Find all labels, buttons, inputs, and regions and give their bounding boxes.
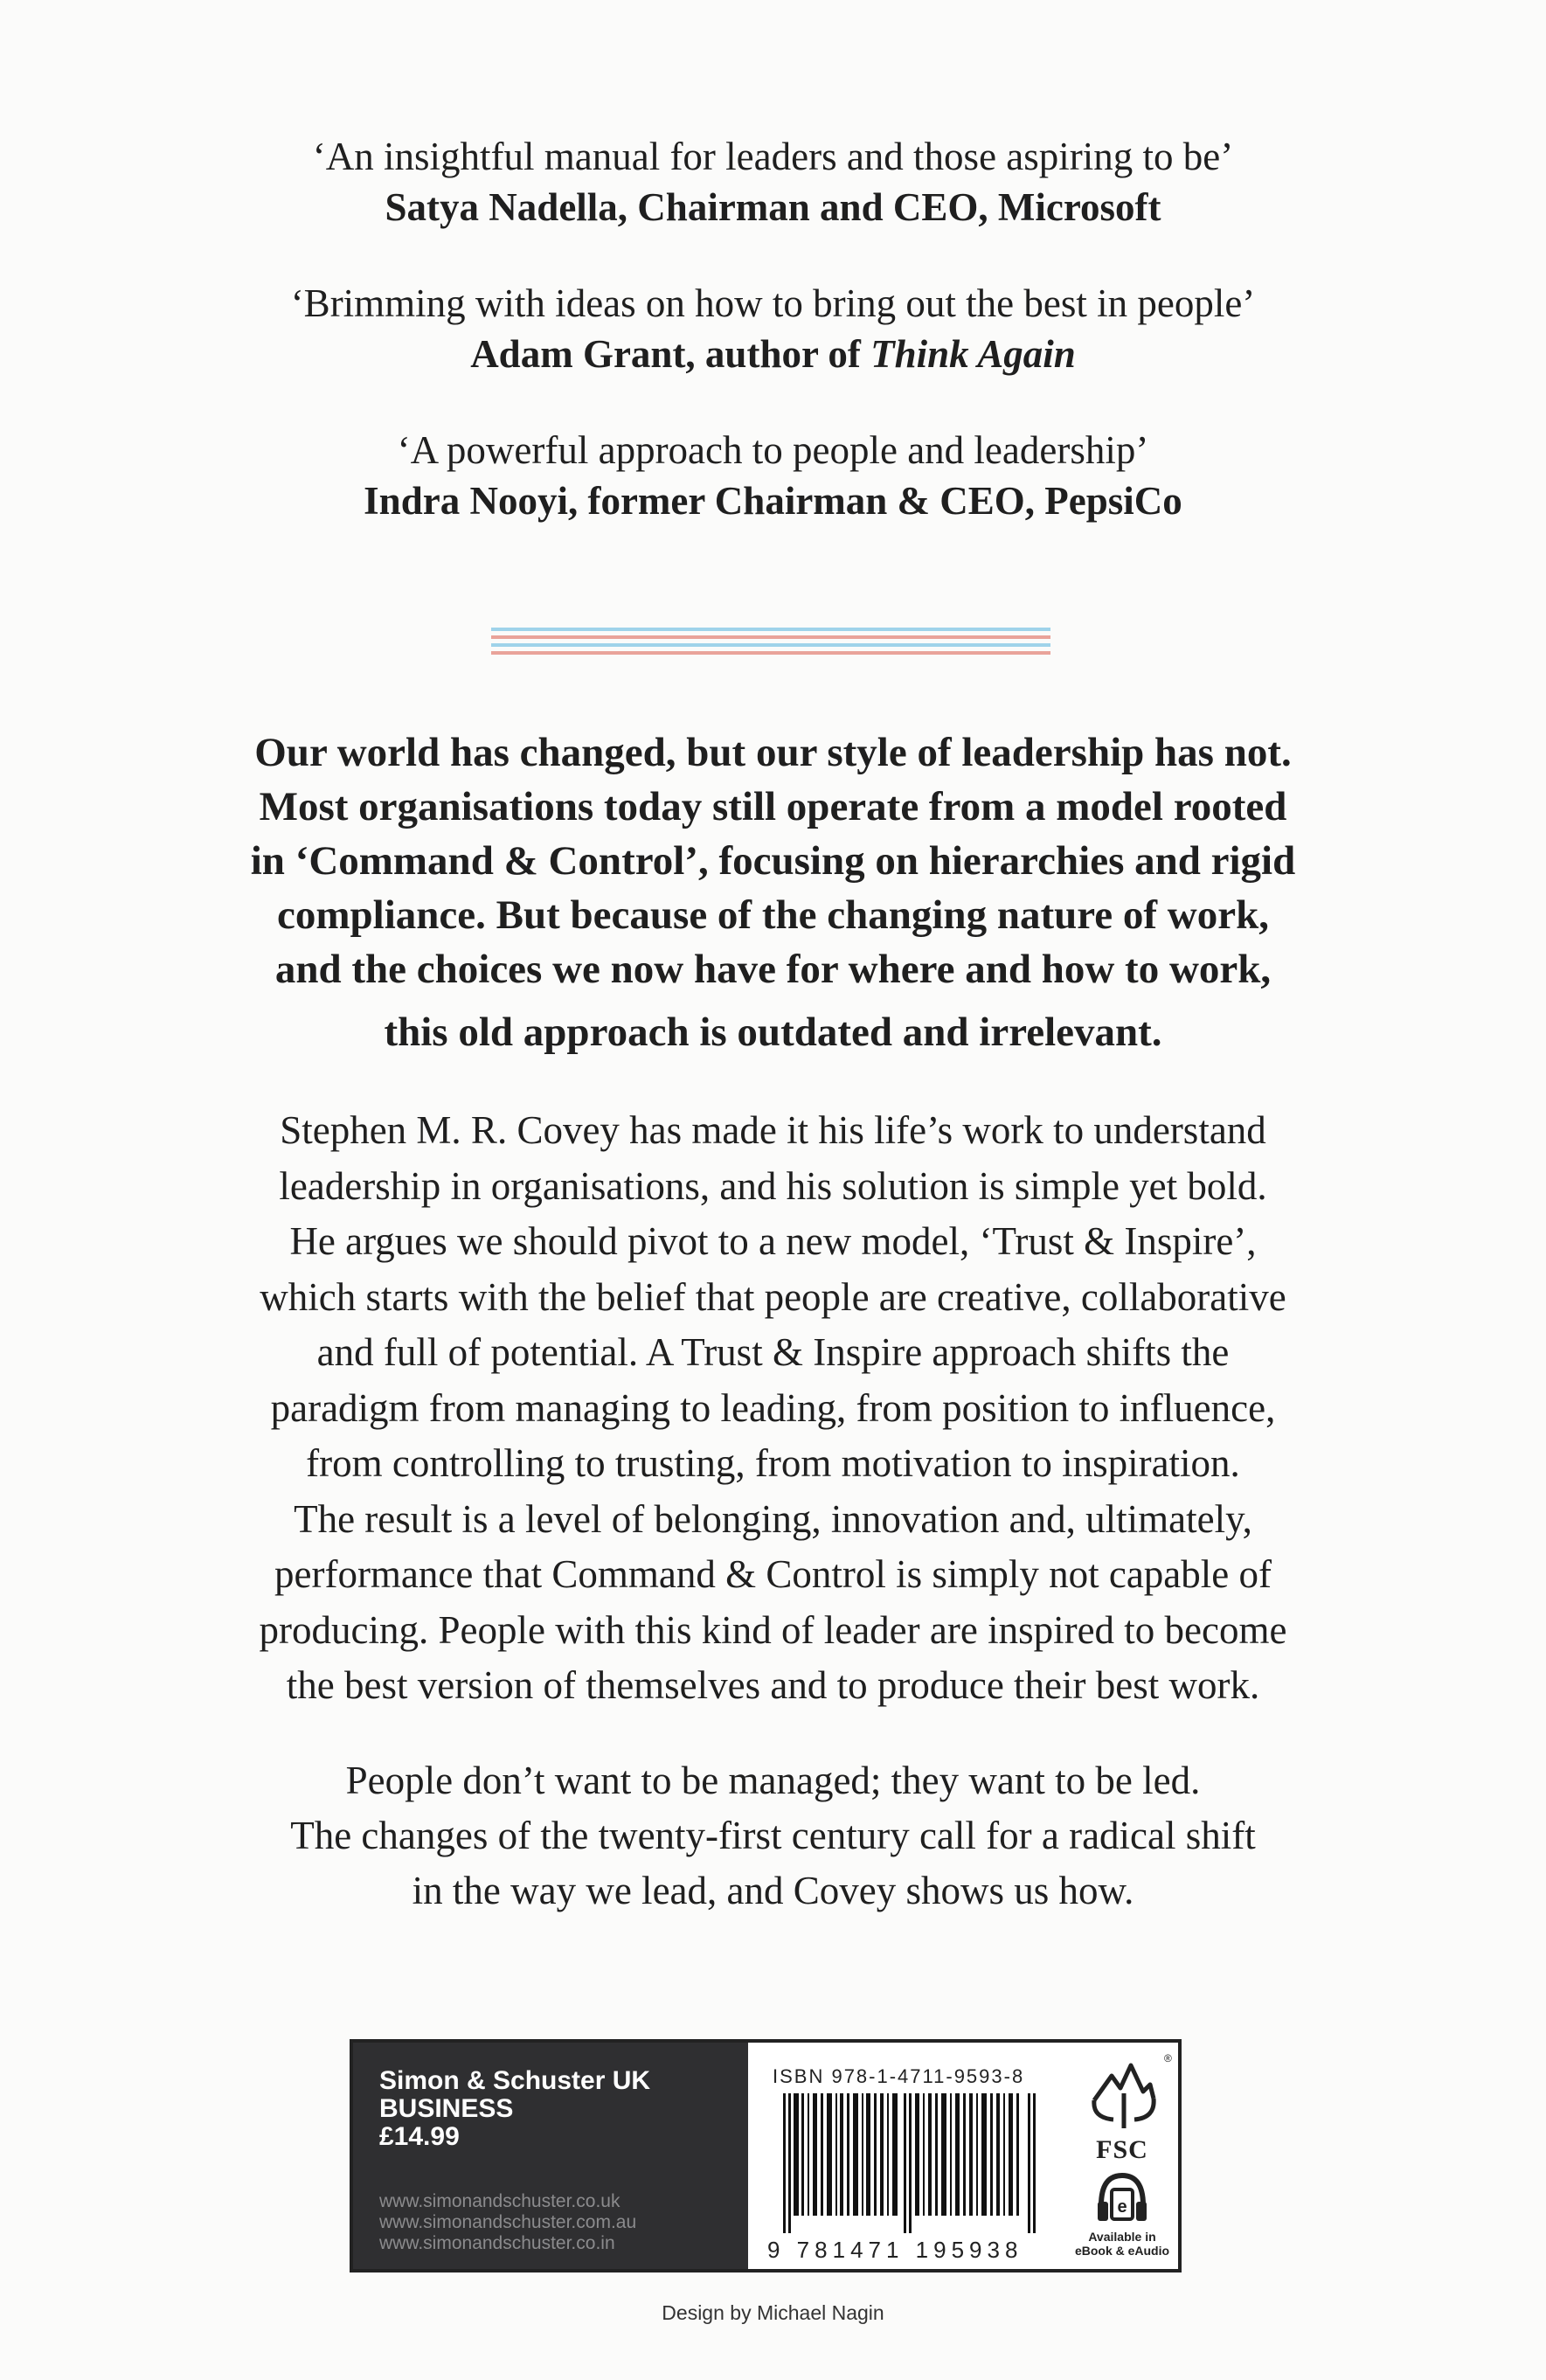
barcode-icon: [781, 2093, 1043, 2233]
publisher-url[interactable]: www.simonandschuster.com.au: [379, 2212, 637, 2232]
fsc-label: FSC: [1096, 2135, 1148, 2164]
isbn-digits: 9 781471 195938: [767, 2237, 1023, 2263]
quote-text: ‘An insightful manual for leaders and those aspiring to be’: [312, 135, 1234, 178]
lead-line: this old approach is outdated and irrelevant.: [384, 1010, 1162, 1055]
back-cover-info-box: [350, 2039, 1182, 2272]
isbn-label: ISBN 978-1-4711-9593-8: [773, 2065, 1025, 2087]
body-line: and full of potential. A Trust & Inspire approach shifts the: [316, 1330, 1230, 1374]
fsc-tree-icon: [1070, 2050, 1175, 2134]
decorative-divider: [491, 628, 1050, 659]
publisher-panel: [353, 2043, 748, 2269]
availability-line: eBook & eAudio: [1074, 2244, 1170, 2258]
lead-line: and the choices we now have for where and how to work,: [274, 947, 1272, 992]
lead-paragraph: [157, 725, 1389, 1059]
body-line: paradigm from managing to leading, from position to influence,: [270, 1385, 1276, 1430]
body-line: The result is a level of belonging, innovation and, ultimately,: [294, 1496, 1252, 1541]
body-line: from controlling to trusting, from motivation to inspiration.: [306, 1441, 1240, 1485]
book-title: Think Again: [870, 332, 1076, 376]
availability-line: Available in: [1088, 2230, 1156, 2244]
registered-mark: ®: [1164, 2052, 1172, 2064]
price: £14.99: [379, 2122, 460, 2151]
closing-line: in the way we lead, and Covey shows us how.: [412, 1869, 1134, 1912]
divider-line-blue: [491, 643, 1050, 647]
body-line: performance that Command & Control is simply not capable of: [274, 1552, 1272, 1596]
publisher-url[interactable]: www.simonandschuster.co.in: [379, 2233, 615, 2253]
endorsement-2: [0, 278, 1546, 379]
lead-line: Most organisations today still operate from a model rooted: [259, 784, 1287, 829]
divider-line-red: [491, 651, 1050, 655]
quote-attribution: Indra Nooyi, former Chairman & CEO, PepsiCo: [364, 479, 1182, 523]
body-line: He argues we should pivot to a new model, ‘Trust & Inspire’,: [289, 1219, 1257, 1263]
endorsements: [0, 131, 1546, 572]
quote-text: ‘Brimming with ideas on how to bring out the best in people’: [290, 281, 1256, 325]
endorsement-3: [0, 425, 1546, 526]
body-line: producing. People with this kind of leader are inspired to become: [259, 1607, 1287, 1652]
publisher-name: Simon & Schuster UK: [379, 2066, 651, 2095]
blurb-paragraph: [157, 1103, 1389, 1714]
publisher-url[interactable]: www.simonandschuster.co.uk: [379, 2191, 620, 2211]
publisher-urls: [379, 2191, 636, 2254]
design-credit: Design by Michael Nagin: [662, 2301, 884, 2324]
availability-note: [1070, 2230, 1175, 2258]
body-line: Stephen M. R. Covey has made it his life’s work to understand: [280, 1108, 1266, 1152]
closing-line: People don’t want to be managed; they want to be led.: [345, 1759, 1201, 1802]
quote-text: ‘A powerful approach to people and leadership’: [397, 428, 1149, 472]
fsc-logo: [1070, 2050, 1175, 2268]
closing-paragraph: [157, 1753, 1389, 1919]
isbn-barcode-area: [764, 2043, 1061, 2269]
body-line: leadership in organisations, and his solution is simple yet bold.: [279, 1163, 1267, 1208]
divider-line-blue: [491, 628, 1050, 631]
lead-line: compliance. But because of the changing nature of work,: [277, 892, 1269, 938]
endorsement-1: [0, 131, 1546, 232]
lead-line: Our world has changed, but our style of leadership has not.: [254, 730, 1292, 775]
lead-line: in ‘Command & Control’, focusing on hierarchies and rigid: [250, 838, 1296, 884]
ebook-audio-icon: [1094, 2170, 1150, 2226]
divider-line-red: [491, 635, 1050, 639]
body-line: the best version of themselves and to produce their best work.: [286, 1663, 1260, 1707]
attribution-prefix: Adam Grant, author of: [470, 332, 871, 376]
publisher-imprint: BUSINESS: [379, 2094, 514, 2123]
quote-attribution: Satya Nadella, Chairman and CEO, Microsoft: [385, 185, 1161, 229]
quote-attribution: [0, 329, 1546, 379]
closing-line: The changes of the twenty-first century call for a radical shift: [290, 1814, 1256, 1857]
body-line: which starts with the belief that people are creative, collaborative: [260, 1274, 1286, 1319]
svg-text:e: e: [1117, 2197, 1127, 2217]
